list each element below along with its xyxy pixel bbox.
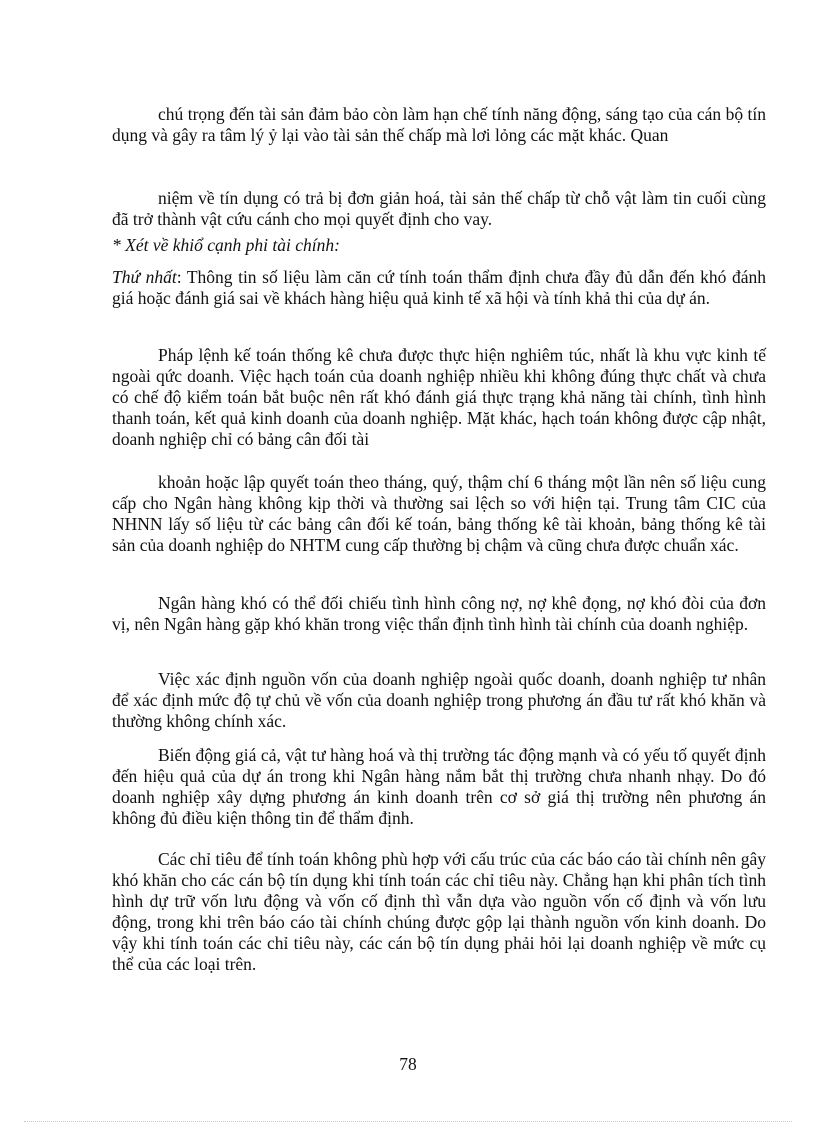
paragraph-khoan-lap-quyet-toan: khoản hoặc lập quyết toán theo tháng, quý, thậm chí 6 tháng một lần nên số liệu cung cấp cho Ngân hàng không kịp thời và thường sai lệch so với hiện tại. Trung tâm CIC của NHNN lấy số liệu từ các bảng cân đối kế toán, bảng thống kê tài khoản, bảng thống kê tài sản của doanh nghiệp do NHTM cung cấp thường bị chậm và cũng chưa được chuẩn xác. (112, 472, 766, 555)
page-number: 78 (399, 1054, 417, 1074)
paragraph-phap-lenh-ke-toan: Pháp lệnh kế toán thống kê chưa được thực hiện nghiêm túc, nhất là khu vực kinh tế ngoài qức doanh. Việc hạch toán của doanh nghiệp nhiều khi không đúng thực chất và chưa có chế độ kiểm toán bắt buộc nên rất khó đánh giá thực trạng khả năng tài chính, tình hình thanh toán, kết quả kinh doanh của doanh nghiệp. Mặt khác, hạch toán không được cập nhật, doanh nghiệp chỉ có bảng cân đối tài (112, 345, 766, 449)
paragraph-doi-chieu-cong-no: Ngân hàng khó có thể đối chiếu tình hình công nợ, nợ khê đọng, nợ khó đòi của đơn vị, nên Ngân hàng gặp khó khăn trong việc thẩn định tình hình tài chính của doanh nghiệp. (112, 593, 766, 634)
section-heading-phi-tai-chinh: * Xét về khiổ cạnh phi tài chính: (112, 235, 340, 255)
paragraph-thu-nhat (112, 267, 766, 309)
paragraph-bien-dong-gia-ca: Biến động giá cả, vật tư hàng hoá và thị trường tác động mạnh và có yếu tố quyết định đến hiệu quả của dự án trong khi Ngân hàng nắm bắt thị trường chưa nhanh nhạy. Do đó doanh nghiệp xây dựng phương án kinh doanh trên cơ sở giá thị trường nên phương án không đủ điều kiện thông tin để thẩm định. (112, 745, 766, 828)
paragraph-label-thu-nhat: Thứ nhất (112, 267, 177, 287)
paragraph-nguon-von: Việc xác định nguồn vốn của doanh nghiệp ngoài quốc doanh, doanh nghiệp tư nhân để xác định mức độ tự chủ về vốn của doanh nghiệp trong phương án đầu tư rất khó khăn và thường không chính xác. (112, 669, 766, 731)
paragraph-chi-tieu-tinh-toan: Các chỉ tiêu để tính toán không phù hợp với cấu trúc của các báo cáo tài chính nên gây khó khăn cho các cán bộ tín dụng khi tính toán các chỉ tiêu này. Chẳng hạn khi phân tích tình hình dự trữ vốn lưu động và vốn cố định thì vẫn dựa vào nguồn vốn cố định và vốn lưu động, trong khi trên báo cáo tài chính chúng được gộp lại thành nguồn vốn kinh doanh. Do vậy khi tính toán các chỉ tiêu này, các cán bộ tín dụng phải hỏi lại doanh nghiệp về mức cụ thể của các loại trên. (112, 849, 766, 974)
paragraph-quan-niem-tin-dung: niệm về tín dụng có trả bị đơn giản hoá, tài sản thế chấp từ chỗ vật làm tin cuối cùng đã trở thành vật cứu cánh cho mọi quyết định cho vay. (112, 188, 766, 229)
paragraph-thu-nhat-text: : Thông tin số liệu làm căn cứ tính toán thẩm định chưa đầy đủ dẫn đến khó đánh giá hoặc đánh giá sai về khách hàng hiệu quả kinh tế xã hội và tính khả thi của dự án. (112, 267, 767, 308)
paragraph-tai-san-dam-bao: chú trọng đến tài sản đảm bảo còn làm hạn chế tính năng động, sáng tạo của cán bộ tín dụng và gây ra tâm lý ỷ lại vào tài sản thế chấp mà lơi lỏng các mặt khác. Quan (112, 104, 766, 145)
footer-divider (24, 1121, 792, 1122)
